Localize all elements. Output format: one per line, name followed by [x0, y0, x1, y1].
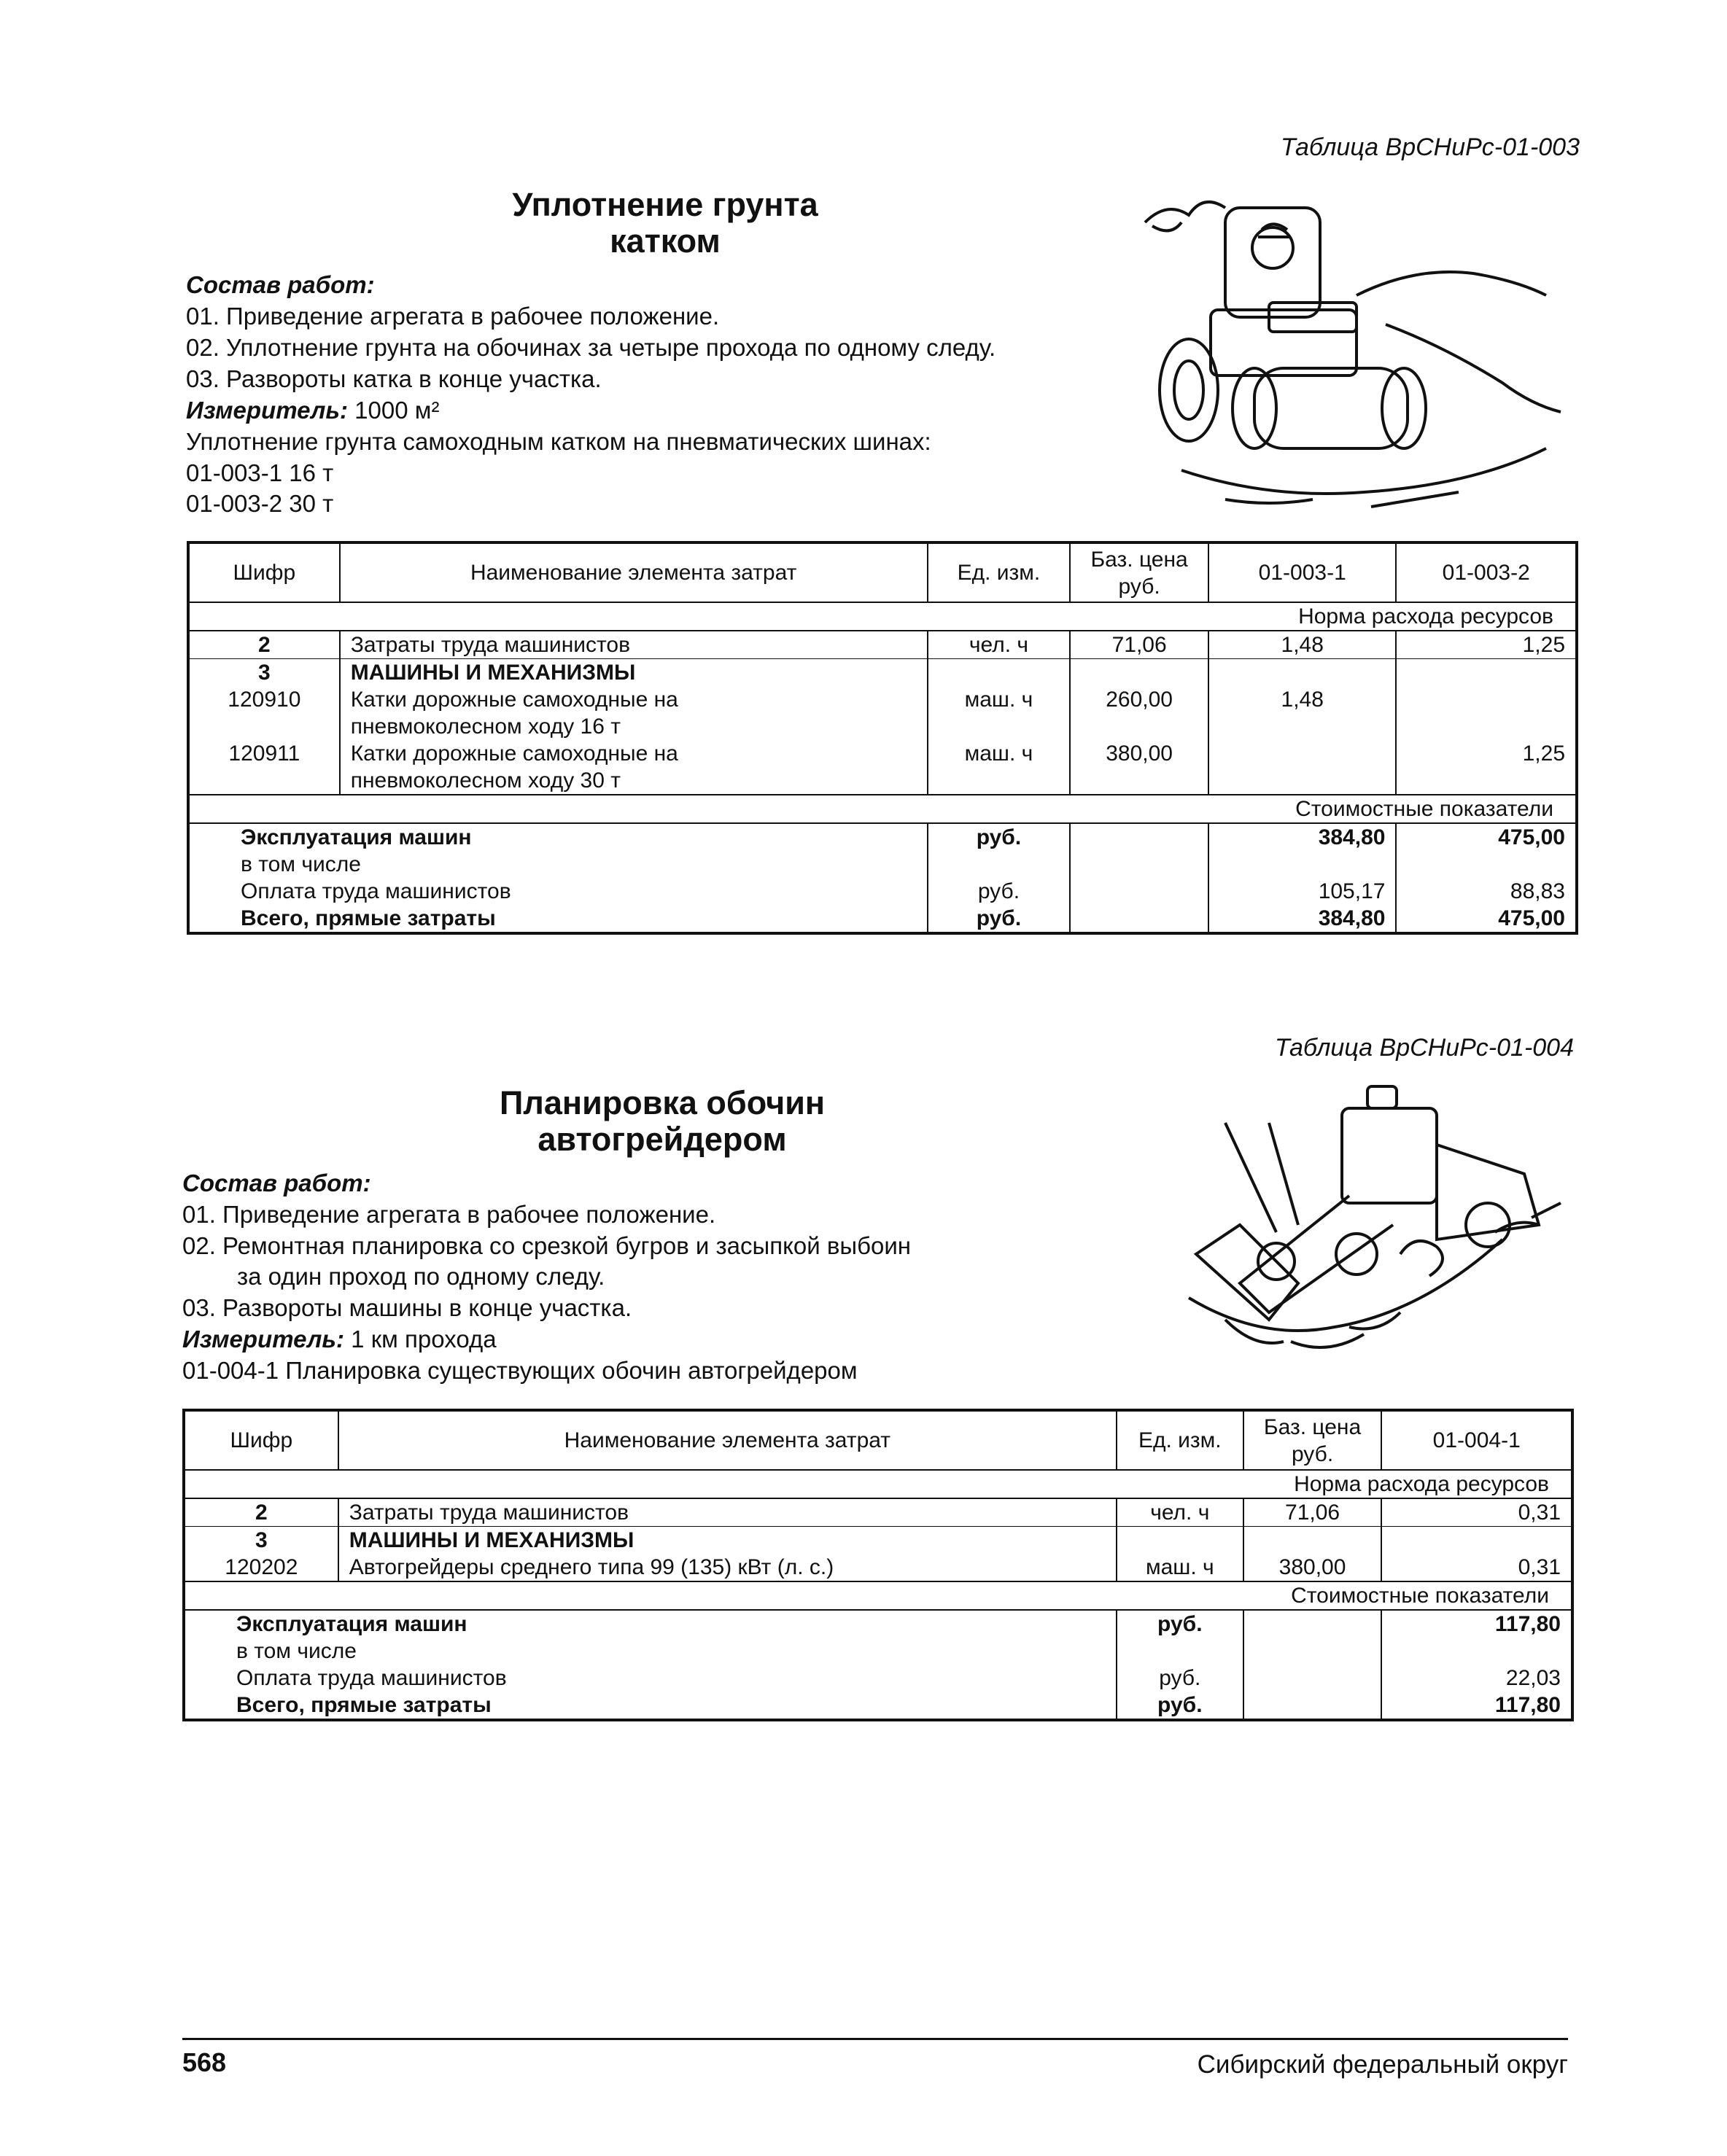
footer-rule: [182, 2038, 1568, 2040]
composition-label: Состав работ:: [182, 1170, 371, 1196]
cost-unit: руб.: [1117, 1665, 1243, 1692]
cell-code: 3: [184, 1527, 338, 1554]
work-step: за один проход по одному следу.: [237, 1263, 605, 1290]
table-header-row: [184, 1410, 1572, 1470]
section-title: [373, 187, 957, 260]
title-line: Планировка обочин: [499, 1084, 826, 1121]
cost-unit: руб.: [928, 823, 1071, 851]
cell-code: 2: [184, 1498, 338, 1527]
band-row: [188, 795, 1577, 823]
cost-row: [184, 1638, 1572, 1665]
cell-price: 71,06: [1243, 1498, 1382, 1527]
cost-name: Оплата труда машинистов: [188, 878, 928, 905]
cell-name: Затраты труда машинистов: [338, 1498, 1117, 1527]
cell-value: 1,25: [1396, 631, 1577, 659]
cost-name: в том числе: [188, 851, 928, 878]
cell-code: 120202: [184, 1554, 338, 1581]
cell-price: 380,00: [1070, 740, 1208, 795]
measure-line: [186, 397, 439, 424]
motor-grader-illustration: [1181, 1079, 1590, 1400]
band-row: [184, 1581, 1572, 1610]
cost-row: [188, 905, 1577, 933]
cell-unit: маш. ч: [1117, 1554, 1243, 1581]
cell-name: Автогрейдеры среднего типа 99 (135) кВт (л. с.): [338, 1554, 1117, 1581]
cost-unit: руб.: [1117, 1692, 1243, 1720]
col-header: Баз. цена руб.: [1070, 542, 1208, 602]
table-row: [184, 1554, 1572, 1581]
cell-name: МАШИНЫ И МЕХАНИЗМЫ: [338, 1527, 1117, 1554]
cost-name: Всего, прямые затраты: [188, 905, 928, 933]
cost-value: 475,00: [1396, 905, 1577, 933]
cell-value: 0,31: [1381, 1498, 1572, 1527]
cost-row: [184, 1692, 1572, 1720]
col-header: 01-003-2: [1396, 542, 1577, 602]
col-header: Ед. изм.: [1117, 1410, 1243, 1470]
cell-price: 260,00: [1070, 686, 1208, 740]
cost-name: Оплата труда машинистов: [184, 1665, 1117, 1692]
col-header: Ед. изм.: [928, 542, 1071, 602]
cell-unit: маш. ч: [928, 686, 1071, 740]
page-number: 568: [182, 2047, 227, 2077]
road-roller-illustration: [1138, 193, 1575, 529]
cost-row: [184, 1610, 1572, 1638]
cost-row: [188, 878, 1577, 905]
cell-value: 1,48: [1208, 631, 1396, 659]
title-line: катком: [610, 222, 721, 260]
cell-code: 3: [188, 659, 340, 687]
table-header-row: [188, 542, 1577, 602]
cost-row: [188, 851, 1577, 878]
measure-label: Измеритель:: [186, 397, 348, 424]
table-row: [188, 659, 1577, 687]
col-header: Наименование элемента затрат: [338, 1410, 1117, 1470]
resources-table: [182, 1409, 1574, 1721]
cell-code: 120910: [188, 686, 340, 740]
cell-value: [1208, 740, 1396, 795]
cell-value: 1,25: [1396, 740, 1577, 795]
cost-name: в том числе: [184, 1638, 1117, 1665]
cost-value: 117,80: [1381, 1610, 1572, 1638]
table-row: [184, 1527, 1572, 1554]
cost-value: 475,00: [1396, 823, 1577, 851]
cell-code: 2: [188, 631, 340, 659]
cell-name: Катки дорожные самоходные на пневмоколесном ходу 16 т: [340, 686, 928, 740]
col-header: 01-003-1: [1208, 542, 1396, 602]
title-line: автогрейдером: [537, 1121, 787, 1158]
cell-unit: чел. ч: [1117, 1498, 1243, 1527]
table-number: Таблица ВрСНиРс-01-004: [1274, 1034, 1574, 1062]
measure-value: 1000 м²: [354, 397, 440, 424]
work-step: 01. Приведение агрегата в рабочее положение.: [182, 1201, 716, 1228]
cell-name: Катки дорожные самоходные на пневмоколесном ходу 30 т: [340, 740, 928, 795]
cost-row: [184, 1665, 1572, 1692]
title-line: Уплотнение грунта: [512, 186, 818, 223]
col-header: Наименование элемента затрат: [340, 542, 928, 602]
cell-unit: маш. ч: [928, 740, 1071, 795]
table-row: [188, 631, 1577, 659]
cost-value: 384,80: [1208, 823, 1396, 851]
cell-code: 120911: [188, 740, 340, 795]
cost-unit: руб.: [1117, 1610, 1243, 1638]
cell-name: МАШИНЫ И МЕХАНИЗМЫ: [340, 659, 928, 687]
cost-value: 22,03: [1381, 1665, 1572, 1692]
cost-value: 384,80: [1208, 905, 1396, 933]
band-row: [184, 1470, 1572, 1498]
measure-label: Измеритель:: [182, 1326, 344, 1353]
cost-unit: руб.: [928, 878, 1071, 905]
work-step: 02. Уплотнение грунта на обочинах за четыре прохода по одному следу.: [186, 334, 996, 361]
cell-value: [1396, 686, 1577, 740]
band-label: Норма расхода ресурсов: [184, 1470, 1572, 1498]
cell-value: 1,48: [1208, 686, 1396, 740]
measure-line: [182, 1326, 497, 1353]
band-row: [188, 602, 1577, 631]
cell-price: 71,06: [1070, 631, 1208, 659]
work-step: 03. Развороты машины в конце участка.: [182, 1294, 632, 1321]
section-title: [370, 1085, 954, 1158]
band-label: Стоимостные показатели: [184, 1581, 1572, 1610]
cost-unit: руб.: [928, 905, 1071, 933]
band-label: Стоимостные показатели: [188, 795, 1577, 823]
cost-row: [188, 823, 1577, 851]
cost-name: Эксплуатация машин: [184, 1610, 1117, 1638]
resources-table: [187, 541, 1578, 935]
cost-name: Эксплуатация машин: [188, 823, 928, 851]
work-step: 01. Приведение агрегата в рабочее положение.: [186, 303, 720, 330]
table-number: Таблица ВрСНиРс-01-003: [1280, 133, 1580, 161]
table-row: [184, 1498, 1572, 1527]
description: Уплотнение грунта самоходным катком на пневматических шинах:: [186, 428, 931, 455]
col-header: 01-004-1: [1381, 1410, 1572, 1470]
table-row: [188, 686, 1577, 740]
cell-price: 380,00: [1243, 1554, 1382, 1581]
cell-name: Затраты труда машинистов: [340, 631, 928, 659]
band-label: Норма расхода ресурсов: [188, 602, 1577, 631]
cost-name: Всего, прямые затраты: [184, 1692, 1117, 1720]
cell-unit: чел. ч: [928, 631, 1071, 659]
composition-label: Состав работ:: [186, 271, 375, 298]
col-header: Баз. цена руб.: [1243, 1410, 1382, 1470]
work-step: 02. Ремонтная планировка со срезкой бугров и засыпкой выбоин: [182, 1232, 911, 1259]
cost-value: 88,83: [1396, 878, 1577, 905]
footer-region: Сибирский федеральный округ: [1197, 2050, 1568, 2079]
work-step: 03. Развороты катка в конце участка.: [186, 365, 602, 392]
code-line: 01-003-2 30 т: [186, 490, 334, 517]
description: 01-004-1 Планировка существующих обочин автогрейдером: [182, 1357, 858, 1384]
cost-value: 117,80: [1381, 1692, 1572, 1720]
measure-value: 1 км прохода: [351, 1326, 497, 1353]
code-line: 01-003-1 16 т: [186, 459, 334, 486]
cell-value: 0,31: [1381, 1554, 1572, 1581]
col-header: Шифр: [184, 1410, 338, 1470]
cost-value: 105,17: [1208, 878, 1396, 905]
col-header: Шифр: [188, 542, 340, 602]
table-row: [188, 740, 1577, 795]
